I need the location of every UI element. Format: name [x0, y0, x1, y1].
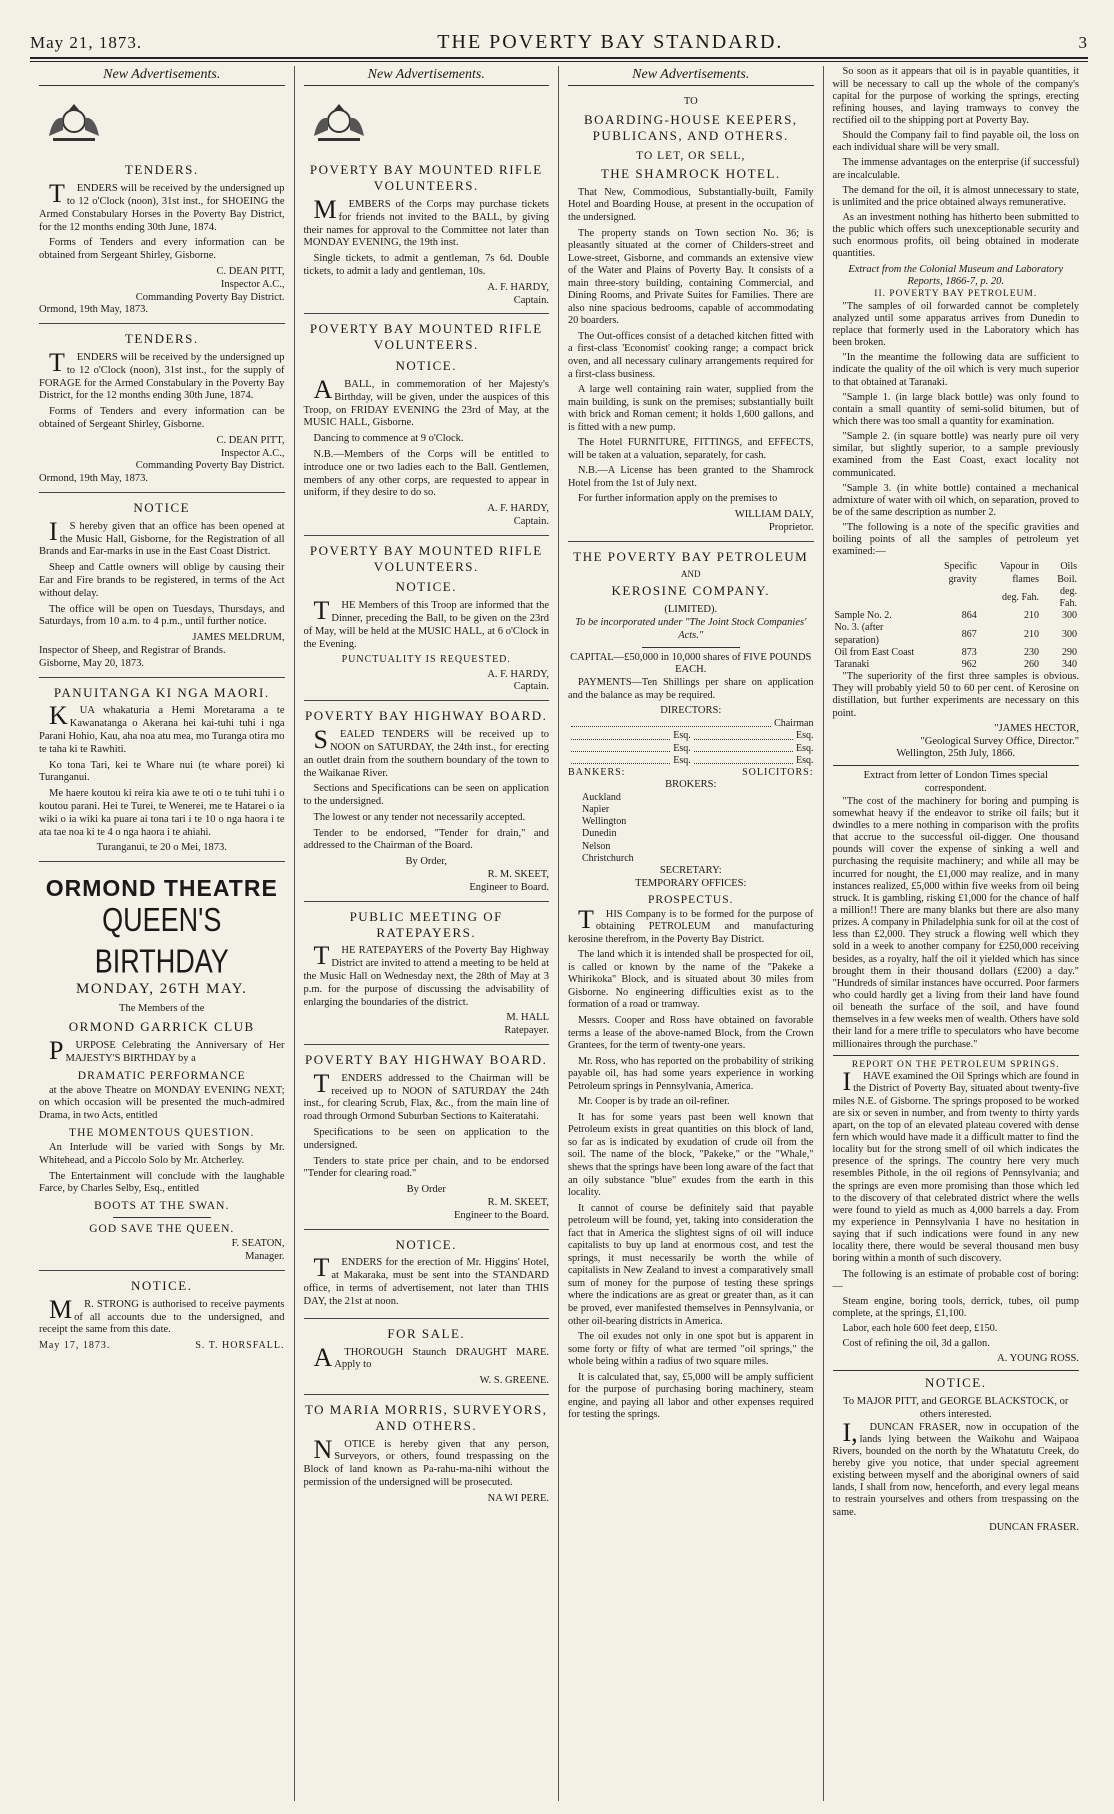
ad-date: May 17, 1873.: [39, 1340, 111, 1352]
extract-heading: Extract from letter of London Times special correspondent.: [863, 770, 1048, 794]
ad-body: An Interlude will be varied with Songs by Mr. Whitehead, and a Piccolo Solo by Mr. Atcherley.: [39, 1142, 285, 1166]
signature: NA WI PERE.: [487, 1492, 549, 1504]
solicitors-heading: SOLICITORS:: [742, 766, 814, 778]
ad-body: Sheep and Cattle owners will oblige by causing their Ear and Fire brands to be registered, in terms of the Act without delay.: [39, 562, 285, 599]
column-3: [559, 66, 824, 1801]
farce-title: BOOTS AT THE SWAN.: [94, 1200, 230, 1213]
ad-title: NOTICE.: [395, 1236, 457, 1252]
column-2: [295, 66, 560, 1801]
ad-body: IS hereby given that an office has been opened at the Music Hall, Gisborne, for the Registration of all Brands and Ear-marks in use in the East Coast District.: [39, 516, 285, 558]
gravity-table: [833, 561, 1080, 671]
capital-line: CAPITAL—£50,000 in 10,000 shares of FIVE POUNDS EACH.: [570, 651, 812, 676]
event-day: MONDAY, 26TH MAY.: [76, 981, 248, 998]
tenders-forage-ad: [39, 324, 285, 493]
ad-body: THIS Company is to be formed for the purpose of obtaining PETROLEUM and manufacturing kerosine therefrom, in the Poverty Bay District.: [568, 904, 814, 945]
for-sale-ad: [304, 1319, 550, 1395]
signature-title: Inspector A.C.,: [220, 278, 285, 290]
column-heading: New Advertisements.: [39, 66, 285, 86]
article-body: The demand for the oil, it is almost unnecessary to state, is unlimited and the price obtained always remunerative.: [832, 184, 1079, 208]
trespass-notice-ad: [304, 1395, 550, 1512]
article-body: As an investment nothing has hitherto been submitted to the public which offers such unexceptionable security and such enormous profits, oil being obtained in moderate quantities.: [832, 211, 1079, 260]
ad-body: Tender to be endorsed, "Tender for drain," and addressed to the Chairman of the Board.: [303, 827, 549, 852]
ad-body: I,DUNCAN FRASER, now in occupation of the lands lying between the Waikohu and Waipaoa Rivers, bounded on the north by the Whatatutu Creek, do hereby give you notice, that under special agreement existing between myself and the aboriginal owners of said lands, I shall from now, henceforth, and every legal means to restrain yourselves and others from trespassing on the same.: [832, 1417, 1079, 1518]
ad-body: PURPOSE Celebrating the Anniversary of Her MAJESTY'S BIRTHDAY by a: [49, 1036, 285, 1066]
signature: WILLIAM DALY,: [734, 508, 814, 520]
ad-body: Mr. Ross, who has reported on the probability of striking payable oil, has had some years experience in working Petroleum springs in Pennsylvania, America.: [568, 1055, 814, 1092]
ad-body: The land which it is intended shall be prospected for oil, is called or known by the name of the "Pakeke a Whirikoka" Block, and is situated about 30 miles from Gisborne. No engineering difficulties exist as to the formation of a road or tramway.: [568, 949, 814, 1011]
signature: S. T. HORSFALL.: [195, 1340, 285, 1352]
ad-body: MR. STRONG is authorised to receive payments of all accounts due to the undersigned, and receipt the same from this date.: [39, 1294, 285, 1336]
signature-title: Inspector A.C.,: [220, 447, 285, 459]
article-body: "The cost of the machinery for boring and pumping is somewhat heavy if the endeavor to strike oil fails; but it dwindles to a mere nothing in comparison with the profits that accrue to the successful oil-digger. One thousand pounds will cover the expense of sinking a well and purchasing the requisite machinery; and while all may be incurred for nought, the £1,000 may realize, and in many instances realized, £5,000 within five weeks from oil being struck. It is gambling, risking £1,000 for the chance of half a million!! There are many blanks but there are also many prizes. A company in Philadelphia sunk for oil at the cost of less than £2,000. They struck a flowing well which they sold in a week to another company for £250,000 receiving besides, as a royalty, half the oil it yielded which has since brought them in their thousand dollars (£200) a day." "Hundreds of similar instances have occurred. Poor farmers who could hardly get a living from their land have found oil beneath the surface of the soil, and have found themselves in a few weeks men of wealth. Others have sold their land for a mere trifle to speculators who have become millionaires through the purchase.": [832, 795, 1080, 1050]
ad-body: TENDERS will be received by the undersigned up to 12 o'Clock (noon), 31st inst., for SHOEING the Armed Constabulary Horses in the Poverty Bay District, for the 12 months ending 30th June, 1874.: [39, 179, 285, 233]
ad-title: PANUITANGA KI NGA MAORI.: [53, 684, 270, 700]
article-body: The following is an estimate of probable cost of boring:—: [832, 1268, 1079, 1292]
ad-title: POVERTY BAY HIGHWAY BOARD.: [305, 1051, 548, 1067]
ad-title: NOTICE.: [925, 1375, 987, 1391]
ad-date: Turanganui, te 20 o Mei, 1873.: [96, 842, 227, 854]
rifle-dinner-ad: [304, 536, 550, 702]
shamrock-hotel-ad: [568, 92, 814, 541]
ad-subtitle: NOTICE.: [395, 358, 457, 374]
royal-crest-icon: [39, 96, 109, 146]
rifle-ball-ad: [304, 314, 550, 535]
club-name: ORMOND GARRICK CLUB: [68, 1019, 255, 1035]
signature: M. HALL: [506, 1012, 549, 1024]
directors-heading: DIRECTORS:: [660, 705, 722, 717]
broker-place: Auckland: [582, 791, 621, 803]
masthead: [30, 30, 1088, 54]
ad-body: N.B.—A License has been granted to the Shamrock Hotel from the 1st of July next.: [568, 465, 814, 489]
ad-body: THE Members of this Troop are informed that the Dinner, preceding the Ball, to be given on the 23rd of May, will be held at the MUSIC HALL, at 6 o'Clock in the Evening.: [303, 596, 549, 650]
table-row: No. 3. (after separation) 867 210 300: [834, 622, 1077, 646]
director-row: Esq. Esq.: [568, 730, 814, 742]
springs-title: REPORT ON THE PETROLEUM SPRINGS.: [851, 1059, 1060, 1070]
broker-place: Napier: [582, 804, 610, 816]
ad-title: PUBLIC MEETING OF RATEPAYERS.: [349, 908, 503, 940]
ad-title: NOTICE: [133, 499, 191, 515]
issue-date: May 21, 1873.: [30, 33, 143, 52]
signature: JAMES MELDRUM,: [192, 632, 285, 644]
limited-line: (LIMITED).: [664, 604, 718, 616]
signature: W. S. GREENE.: [479, 1375, 549, 1387]
ad-body: The Entertainment will conclude with the laughable Farce, by Charles Selby, Esq., entitled: [39, 1170, 285, 1195]
report-body: "The superiority of the first three samples is obvious. They will probably yield 50 to 60 per cent. of Kerosine on distillation, but further experiments are necessary on this point.: [832, 671, 1079, 719]
signature-title: "Geological Survey Office, Director.": [920, 735, 1079, 747]
ad-body: Mr. Cooper is by trade an oil-refiner.: [578, 1096, 730, 1108]
ad-title: KEROSINE COMPANY.: [611, 583, 770, 599]
columns: [30, 66, 1088, 1801]
divider: [833, 1370, 1080, 1371]
performance-title: DRAMATIC PERFORMANCE: [77, 1069, 246, 1082]
newspaper-title: THE POVERTY BAY STANDARD.: [437, 31, 784, 53]
ad-date: Ormond, 19th May, 1873.: [39, 473, 148, 485]
broker-place: Nelson: [582, 840, 611, 852]
ad-title: POVERTY BAY MOUNTED RIFLE VOLUNTEERS.: [309, 321, 543, 353]
ad-title: POVERTY BAY HIGHWAY BOARD.: [305, 708, 548, 724]
ad-body: MEMBERS of the Corps may purchase tickets for friends not invited to the BALL, by giving their names for approval to the Committee not later than MONDAY EVENING, the 19th inst.: [303, 194, 549, 249]
ad-body: TENDERS will be received by the undersigned up to 12 o'Clock (noon), 31st inst., for the supply of FORAGE for the Armed Constabulary in the Poverty Bay District, for the 12 months ending 30th June, 1874.: [39, 347, 285, 402]
ad-body: The lowest or any tender not necessarily accepted.: [313, 811, 526, 823]
broker-place: Wellington: [582, 816, 627, 828]
ratepayers-meeting-ad: [304, 902, 550, 1045]
signature: R. M. SKEET,: [487, 1197, 549, 1208]
signature-title: Proprietor.: [768, 521, 814, 533]
ad-body: TENDERS for the erection of Mr. Higgins' Hotel, at Makaraka, must be sent into the STANDARD office, in terms of advertisement, not later than THIS DAY, the 21st at noon.: [303, 1253, 549, 1307]
ad-body: TENDERS addressed to the Chairman will be received up to NOON of SATURDAY the 24th inst., for clearing Scrub, Flax, &c., from the main line of road through Ormond Suburban Sections to Kaiteratahi.: [303, 1068, 549, 1123]
highway-drain-ad: [304, 701, 550, 901]
table-row: Sample No. 2. 864 210 300: [834, 610, 1077, 622]
prospectus-heading: PROSPECTUS.: [648, 893, 734, 906]
ad-body: Single tickets, to admit a gentleman, 7s 6d. Double tickets, to admit a lady and gentleman, 10s.: [303, 253, 549, 277]
ad-date: Ormond, 19th May, 1873.: [39, 304, 148, 316]
ad-body: Forms of Tenders and every information can be obtained from Sergeant Shirley, Gisborne.: [39, 237, 285, 262]
ad-body: That New, Commodious, Substantially-built, Family Hotel and Boarding House, at present in the occupation of the undersigned.: [568, 186, 814, 223]
brokers-heading: BROKERS:: [665, 779, 717, 791]
ad-body: at the above Theatre on MONDAY EVENING NEXT; on which occasion will be presented the much-admired Drama, in two Acts, entitled: [39, 1084, 285, 1122]
ad-body: A large well containing rain water, supplied from the main building, is sunk on the premises; substantially built with brick and Roman cement; it holds 1,600 gallons, and is fitted with a new pump.: [568, 384, 814, 433]
ad-body: The oil exudes not only in one spot but is apparent in some forty or fifty of what are termed "oil springs," the whole being within a radius of two square miles.: [568, 1331, 814, 1368]
theatre-title: ORMOND THEATRE: [45, 875, 278, 902]
signature: A. F. HARDY,: [487, 503, 549, 515]
ad-title: FOR SALE.: [387, 1325, 466, 1341]
director-row: Chairman: [568, 718, 814, 730]
report-title: II. POVERTY BAY PETROLEUM.: [874, 289, 1038, 300]
ad-body: The property stands on Town section No. 36; is pleasantly situated at the corner of Childers-street and Lowe-street, Gisborne, and commands an extensive view of the Water and Plains of Poverty Bay. It consists of a main three-story building, containing Commercial, and Dining Rooms, and Private Suites for Families. There are also nine spacious bedrooms, capable of accommodating 20 boarders.: [568, 227, 814, 327]
broker-place: Christchurch: [582, 852, 634, 864]
column-heading: New Advertisements.: [304, 66, 550, 86]
strong-notice-ad: [39, 1271, 285, 1358]
and-line: AND: [681, 569, 701, 580]
page-number: 3: [1078, 33, 1088, 52]
bankers-heading: BANKERS:: [568, 766, 626, 778]
ad-body: It is calculated that, say, £5,000 will be amply sufficient for the purpose of purchasing boring machinery, steam engine, and paying all labor and other expenses required for testing the springs.: [568, 1371, 814, 1421]
maori-notice-ad: [39, 678, 285, 863]
column-heading: New Advertisements.: [568, 66, 814, 86]
ad-body: Specifications to be seen on application to the undersigned.: [303, 1127, 549, 1151]
hotel-tender-notice-ad: [304, 1230, 550, 1319]
date-signature-row: [39, 1340, 285, 1352]
masthead-rule: [30, 57, 1088, 62]
table-row: Oil from East Coast 873 230 290: [834, 646, 1077, 658]
ad-body: It cannot of course be definitely said that payable petroleum will be found, yet, taking into consideration the fact that in America the slightest signs of oil will induce capitalists to buy up land at enormous cost, and test the springs, it must necessarily be worth the while of capitalists in New Zealand to invest a comparatively small sum of money for the purpose of testing these springs where the indications are as great or greater than, as it can be proved, ever manifested themselves in Pennsylvania, or other oil-bearing districts in America.: [568, 1202, 814, 1327]
divider: [113, 1217, 211, 1218]
signature-title: Engineer to Board.: [469, 881, 549, 893]
report-body: "Sample 1. (in large black bottle) was only found to contain a small quantity of semi-solid bitumen, but of which there was too small a quantity for examination.: [832, 391, 1079, 427]
report-body: "The following is a note of the specific gravities and boiling points of all the samples of petroleum yet examined:—: [832, 522, 1079, 558]
broker-place: Dunedin: [582, 828, 617, 840]
article-body: Should the Company fail to find payable oil, the loss on each individual share will be very small.: [832, 130, 1079, 154]
ad-title: NOTICE.: [131, 1277, 193, 1293]
table-row: Taranaki 962 260 340: [834, 658, 1077, 670]
article-body: So soon as it appears that oil is in payable quantities, it will be necessary to call up the whole of the company's capital for the purpose of working the springs, erecting refining houses, and laying tramways to convey the rectified oil to the shipping port at Poverty Bay.: [832, 66, 1079, 126]
brands-notice-ad: [39, 493, 285, 678]
director-row: Esq. Esq.: [568, 755, 814, 767]
signature: C. DEAN PITT,: [216, 434, 285, 446]
signature-title: Commanding Poverty Bay District.: [135, 291, 285, 303]
incorporation-line: To be incorporated under "The Joint Stock Companies' Acts.": [575, 617, 807, 641]
ad-title: POVERTY BAY MOUNTED RIFLE VOLUNTEERS.: [309, 542, 543, 574]
ad-body: ATHOROUGH Staunch DRAUGHT MARE. Apply to: [313, 1342, 549, 1372]
signature: A. F. HARDY,: [487, 668, 549, 680]
ad-body: It has for some years past been well known that Petroleum exists in great quantities on this block of land, so far as is indicated by exudation of crude oil from the soil. The name of the block, "Pakeke," or the "Whale," shews that the springs have been long aware of the fact that an oily substance "blue" exudes from the earth in this locality.: [568, 1111, 814, 1199]
estimate-line: Labor, each hole 600 feet deep, £150.: [842, 1323, 998, 1335]
notice-to-line: To MAJOR PITT, and GEORGE BLACKSTOCK, or others interested.: [843, 1396, 1069, 1420]
column-1: [30, 66, 295, 1801]
ad-body: THE RATEPAYERS of the Poverty Bay Highway District are invited to attend a meeting to be held at the Music Hall on Wednesday next, the 28th of May at 3 p.m. for the purpose of discussing the advisability of enlarging the boundaries of the district.: [303, 941, 549, 1008]
ad-title: POVERTY BAY MOUNTED RIFLE VOLUNTEERS.: [309, 162, 543, 194]
payments-line: PAYMENTS—Ten Shillings per share on application and the balance as may be required.: [568, 677, 814, 701]
signature-title: Captain.: [513, 515, 549, 527]
ad-body: Messrs. Cooper and Ross have obtained on favorable terms a lease of the above-named Block, from the Crown Grantees, for the term of twenty-one years.: [568, 1014, 814, 1052]
ad-body: Me haere koutou ki reira kia awe te oti o te tuhi tuhi i o koutou parani. Hei te Turei, te Wenerei, me te Hatarei o ia wiki o ia wiki ka puare ai tona tari i te 10 o nga haora i te ata tae noa ki te 4 o nga haora i te ahiahi.: [39, 788, 285, 838]
signature-title: Captain.: [513, 294, 549, 306]
ad-title: BOARDING-HOUSE KEEPERS, PUBLICANS, AND OTHERS.: [583, 112, 798, 144]
ad-body: ABALL, in commemoration of her Majesty's Birthday, will be given, under the auspices of this Troop, on FRIDAY EVENING the 23rd of May, at the MUSIC HALL, Gisborne.: [303, 374, 549, 429]
signature: A. YOUNG ROSS.: [997, 1353, 1079, 1365]
report-body: "The samples of oil forwarded cannot be completely analyzed until some apparatus arrives from Dunedin to replace that formerly used in the Laboratory which has been broken.: [832, 300, 1079, 349]
signature-title: Engineer to the Board.: [453, 1209, 549, 1221]
estimate-line: Cost of refining the oil, 3d a gallon.: [842, 1338, 990, 1350]
ad-body: NOTICE is hereby given that any person, Surveyors, or others, found trespassing on the Block of land known as Pa-rahu-ma-nihi without the permission of the undersigned will be prosecuted.: [303, 1434, 549, 1488]
ad-body: Dancing to commence at 9 o'Clock.: [313, 433, 464, 445]
ad-title: THE POVERTY BAY PETROLEUM: [573, 548, 809, 564]
secretary-heading: SECRETARY:: [659, 865, 722, 876]
order-line: By Order,: [405, 856, 448, 868]
ad-body: N.B.—Members of the Corps will be entitled to introduce one or two ladies each to the Ball. Gentlemen, members of any other corps, are requested to appear in uniform, if they desire to do so.: [303, 448, 549, 499]
ad-body: The office will be open on Tuesdays, Thursdays, and Saturdays, from 10 a.m. to 4 p.m., until further notice.: [39, 603, 285, 628]
let-line: TO LET, OR SELL,: [636, 149, 746, 162]
ad-body: Sections and Specifications can be seen on application to the undersigned.: [303, 783, 549, 808]
signature-title: Captain.: [513, 681, 549, 693]
signature: R. M. SKEET,: [487, 869, 549, 881]
bankers-solicitors-row: [568, 767, 814, 779]
hotel-name: THE SHAMROCK HOTEL.: [600, 166, 781, 181]
column-4: [824, 66, 1089, 1801]
signature: C. DEAN PITT,: [216, 265, 285, 277]
highway-scrub-ad: [304, 1045, 550, 1230]
ad-body: KUA whakaturia a Hemi Moretarama a te Kawanatanga o Akerana hei kai-tuhi tuhi i nga Parani Hohio, Kau, aha noa atu mea, mo Turanga otira mo te taha ki te Rawhiti.: [39, 701, 285, 755]
table-subheader-row: deg. Fah. deg. Fah.: [1002, 585, 1077, 610]
ad-body: The Out-offices consist of a detached kitchen fitted with a first-class 'Economist' cooking range; a compact brick oven, and all necessary culinary arrangements required for a first-class business.: [568, 330, 814, 380]
order-line: By Order: [406, 1184, 446, 1196]
article-body: IHAVE examined the Oil Springs which are found in the District of Poverty Bay, situated about twenty-five miles N.E. of Gisborne. The springs proposed to be worked are six or seven in number, and from twenty to thirty yards apart, on the top of an elevated plateau covered with dense fern which would have made it a difficult matter to find the locality but for the strong smell of oil which indicates the presence of the springs. The country here very much resembles Pithole, in the oil regions of Pennsylvania; and the springs are even more promising than those which led to the discovery of that celebrated district where the wells were found to yield as much as 4,000 barrels a day. From my experience in Pennsylvania I have no hesitation in saying that if such indications were found in any new locality there, there would be several thousand men busy boring within a month of such discovery.: [832, 1067, 1079, 1265]
tenders-shoeing-ad: [39, 155, 285, 324]
ad-to-line: TO: [683, 96, 698, 108]
ad-title: TENDERS.: [124, 162, 199, 178]
article-body: The immense advantages on the enterprise (if successful) are incalculable.: [832, 157, 1079, 181]
ad-body: Forms of Tenders and every information can be obtained of Sergeant Shirley, Gisborne.: [39, 406, 285, 430]
estimate-line: Steam engine, boring tools, derrick, tubes, oil pump complete, at the springs, £1,100.: [832, 1295, 1079, 1319]
anthem-line: GOD SAVE THE QUEEN.: [89, 1223, 235, 1236]
signature-title: Manager.: [245, 1251, 285, 1263]
play-title: THE MOMENTOUS QUESTION.: [69, 1127, 255, 1140]
offices-heading: TEMPORARY OFFICES:: [635, 877, 747, 889]
signature-title: Ratepayer.: [504, 1025, 549, 1037]
rifle-tickets-ad: [304, 155, 550, 314]
ad-body: The Hotel FURNITURE, FITTINGS, and EFFECTS, will be taken at a valuation, separately, for cash.: [568, 437, 814, 461]
divider: [833, 1055, 1080, 1056]
table-header-row: Specific gravity Vapour in flames Oils Boil.: [944, 561, 1077, 585]
director-row: Esq. Esq.: [568, 743, 814, 755]
report-body: "Sample 2. (in square bottle) was nearly pure oil very similar, but slightly superior, to a sample previously examined from the East Coast, exact locality not communicated.: [832, 431, 1079, 479]
members-line: The Members of the: [119, 1003, 205, 1015]
ad-title: TO MARIA MORRIS, SURVEYORS, AND OTHERS.: [304, 1401, 548, 1433]
signature: DUNCAN FRASER.: [989, 1521, 1079, 1533]
signature-title: Inspector of Sheep, and Registrar of Brands.: [39, 644, 226, 656]
petroleum-company-ad: [568, 542, 814, 1431]
event-title: QUEEN'S BIRTHDAY: [94, 901, 229, 980]
ad-body: SEALED TENDERS will be received up to NOON on SATURDAY, the 24th inst., for erecting an outlet drain from the southern boundary of the town to the Waikanae River.: [303, 725, 549, 779]
ad-body: Ko tona Tari, kei te Whare nui (te whare porei) ki Turanganui.: [39, 759, 285, 784]
signature: "JAMES HECTOR,: [994, 722, 1079, 734]
report-date: Wellington, 25th July, 1866.: [896, 748, 1016, 760]
divider: [642, 647, 740, 648]
report-body: "In the meantime the following data are sufficient to indicate the quality of the oil which is very much superior to that obtained at Taranaki.: [832, 352, 1079, 388]
punctuality-line: PUNCTUALITY IS REQUESTED.: [341, 654, 511, 666]
divider: [833, 765, 1080, 766]
ad-date: Gisborne, May 20, 1873.: [39, 657, 144, 669]
ad-title: TENDERS.: [124, 331, 199, 347]
signature: A. F. HARDY,: [487, 281, 549, 293]
royal-crest-icon: [304, 96, 374, 146]
ad-body: Tenders to state price per chain, and to be endorsed "Tender for clearing road.": [303, 1155, 549, 1180]
signature: F. SEATON,: [231, 1238, 285, 1250]
ad-body: For further information apply on the premises to: [578, 493, 778, 505]
theatre-ad: [39, 862, 285, 1271]
report-body: "Sample 3. (in white bottle) contained a mechanical admixture of water with oil which, on separation, proved to be of the same description as number 2.: [832, 482, 1079, 518]
ad-subtitle: NOTICE.: [395, 579, 457, 595]
signature-title: Commanding Poverty Bay District.: [135, 460, 285, 472]
extract-heading: Extract from the Colonial Museum and Laboratory Reports, 1866-7, p. 20.: [848, 263, 1064, 288]
